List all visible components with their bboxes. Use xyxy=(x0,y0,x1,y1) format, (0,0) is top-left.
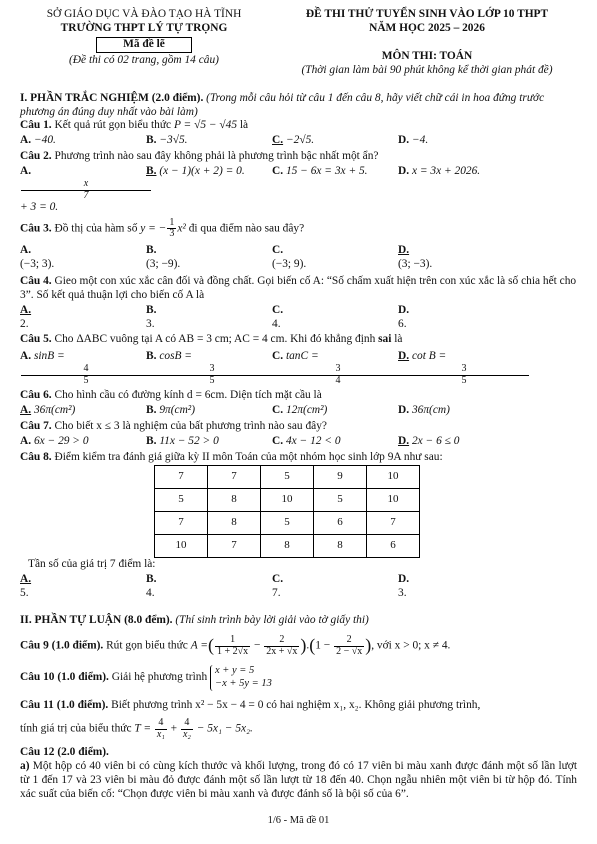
q6-option-c xyxy=(272,404,398,418)
letter: B. xyxy=(146,404,157,417)
q8-text: Điểm kiểm tra đánh giá giữa kỳ II môn Toán của một nhóm học sinh lớp 9A như sau: xyxy=(51,450,443,463)
table-cell: 7 xyxy=(155,511,208,534)
q7-option-d xyxy=(398,435,524,449)
q6-d: 36π(cm) xyxy=(411,404,450,417)
question-10 xyxy=(20,665,577,690)
table-cell: 10 xyxy=(261,488,314,511)
pages-note: (Đề thi có 02 trang, gồm 14 câu) xyxy=(69,53,219,66)
header xyxy=(20,8,577,78)
q1-option-d xyxy=(398,134,524,148)
q1-expr: P = √5 − √45 xyxy=(173,119,238,132)
table-cell: 8 xyxy=(208,488,261,511)
table-row xyxy=(155,511,420,534)
fraction xyxy=(21,364,147,386)
page-footer: 1/6 - Mã đề 01 xyxy=(267,815,330,826)
q10-text: Giải hệ phương trình xyxy=(108,671,210,684)
letter: C. xyxy=(272,350,284,363)
q3-option-c xyxy=(272,244,398,272)
letter: C. xyxy=(272,434,284,447)
department: SỞ GIÁO DỤC VÀ ĐÀO TẠO HÀ TĨNH xyxy=(46,8,242,20)
q8-options xyxy=(20,573,577,601)
q5-a: sinB = xyxy=(33,350,65,363)
letter: D. xyxy=(398,572,410,585)
question-8 xyxy=(20,451,577,465)
q2-b: (x − 1)(x + 2) = 0. xyxy=(159,165,245,178)
header-left xyxy=(20,8,268,78)
question-7 xyxy=(20,420,577,434)
table-cell: 5 xyxy=(261,511,314,534)
exam-title: ĐỀ THI THỬ TUYỂN SINH VÀO LỚP 10 THPT xyxy=(305,8,549,20)
q11-T: T = xyxy=(134,723,152,736)
exam-code-box: Mã đề lẽ xyxy=(96,37,192,53)
q7-a: 6x − 29 > 0 xyxy=(33,434,89,447)
q3-a: (−3; 3). xyxy=(20,257,55,270)
num: 4 xyxy=(21,364,151,376)
num: 4 xyxy=(181,718,193,730)
q3-b: (3; −9). xyxy=(146,257,181,270)
part1-title: I. PHẦN TRẮC NGHIỆM (2.0 điểm). xyxy=(20,91,204,104)
q8-option-d xyxy=(398,573,524,601)
q4-option-d xyxy=(398,304,524,332)
q2-a: + 3 = 0. xyxy=(20,201,59,214)
q5-option-d xyxy=(398,350,524,386)
q8-a: 5. xyxy=(20,586,29,599)
num: 1 xyxy=(169,216,175,228)
q11-plus: + xyxy=(167,723,180,736)
letter: B. xyxy=(146,434,157,447)
fraction xyxy=(334,635,364,657)
den: 1 + 2√x xyxy=(217,645,249,657)
letter: D. xyxy=(398,134,410,147)
question-11-line2 xyxy=(20,718,577,740)
q12-label: Câu 12 (2.0 điểm). xyxy=(20,746,109,759)
table-cell: 6 xyxy=(314,511,367,534)
table-cell: 7 xyxy=(208,534,261,557)
q1-option-c xyxy=(272,134,398,148)
q11-tail: − 5x₁ − 5x₂. xyxy=(193,723,253,736)
eq2: −x + 5y = 13 xyxy=(215,677,272,689)
fraction xyxy=(21,179,147,201)
den: 5 xyxy=(83,374,89,386)
table-row xyxy=(155,488,420,511)
den: 7 xyxy=(83,189,89,201)
q4-a: 2. xyxy=(20,317,29,330)
q4-option-a xyxy=(20,304,146,332)
q2-label: Câu 2. xyxy=(20,150,52,163)
q6-c: 12π(cm²) xyxy=(285,404,328,417)
q5-bold: sai xyxy=(378,333,392,346)
q3-x2: x² xyxy=(177,222,186,235)
q6-option-b xyxy=(146,404,272,418)
q1-c: −2√5. xyxy=(285,134,315,147)
q1-options xyxy=(20,134,577,148)
num: 2 xyxy=(264,635,299,647)
num: x xyxy=(21,179,151,191)
q9-A: A = xyxy=(190,639,208,652)
table-cell: 7 xyxy=(208,465,261,488)
question-9: Câu 9 (1.0 điểm). Rút gọn biểu thức A =( $\frac{1}{1 + 2√x}$ − $\frac{2}{2x + √x}$ ).(1 − $\frac{2}{2 - √x}$ ), với x > 0; x ≠ 4. xyxy=(20,634,451,657)
q8-after: Tần số của giá trị 7 điểm là: xyxy=(28,557,156,570)
q5-tail: là xyxy=(391,333,403,346)
q6-a: 36π(cm²) xyxy=(33,404,76,417)
table-cell: 5 xyxy=(314,488,367,511)
q7-text: Cho biết x ≤ 3 là nghiệm của bất phương trình nào sau đây? xyxy=(51,420,327,433)
q7-b: 11x − 52 > 0 xyxy=(159,434,219,447)
q9-one-minus: 1 − xyxy=(315,639,331,652)
q11-label: Câu 11 (1.0 điểm). xyxy=(20,698,109,711)
table-cell: 8 xyxy=(314,534,367,557)
num: 3 xyxy=(399,364,529,376)
q7-d: 2x − 6 ≤ 0 xyxy=(411,434,460,447)
q8-b: 4. xyxy=(146,586,155,599)
q7-options xyxy=(20,435,577,449)
q5-c: tanC = xyxy=(285,350,319,363)
subject-title: MÔN THI: TOÁN xyxy=(381,49,473,62)
letter: D. xyxy=(398,303,410,316)
fraction xyxy=(264,635,299,657)
q1-b: −3√5. xyxy=(159,134,188,147)
q12-part-a xyxy=(20,760,577,802)
letter: C. xyxy=(272,165,284,178)
q3-options xyxy=(20,244,577,272)
q7-c: 4x − 12 < 0 xyxy=(285,434,341,447)
q11-text2: tính giá trị của biểu thức xyxy=(20,723,135,736)
letter: C. xyxy=(272,404,284,417)
q1-text: Kết quả rút gọn biểu thức xyxy=(51,119,174,132)
num: 3 xyxy=(273,364,403,376)
table-cell: 6 xyxy=(367,534,420,557)
q3-option-a xyxy=(20,244,146,272)
q7-label: Câu 7. xyxy=(20,420,52,433)
letter: B. xyxy=(146,134,157,147)
letter: D. xyxy=(398,165,410,178)
q3-tail: đi qua điểm nào sau đây? xyxy=(185,222,305,235)
school-name: TRƯỜNG THPT LÝ TỰ TRỌNG xyxy=(60,21,228,34)
table-cell: 5 xyxy=(261,465,314,488)
table-cell: 10 xyxy=(367,488,420,511)
table-row xyxy=(155,534,420,557)
school-year: NĂM HỌC 2025 – 2026 xyxy=(369,21,485,34)
table-cell: 7 xyxy=(367,511,420,534)
q2-options xyxy=(20,165,577,215)
table-cell: 9 xyxy=(314,465,367,488)
q10-label: Câu 10 (1.0 điểm). xyxy=(20,671,109,684)
q1-option-a xyxy=(20,134,146,148)
fraction xyxy=(155,718,167,740)
den: 3 xyxy=(169,228,175,240)
letter: A. xyxy=(20,303,32,316)
q3-option-b xyxy=(146,244,272,272)
fraction xyxy=(215,635,250,657)
q8-c: 7. xyxy=(272,586,281,599)
q3-label: Câu 3. xyxy=(20,222,52,235)
q2-text: Phương trình nào sau đây không phải là phương trình bậc nhất một ẩn? xyxy=(51,150,379,163)
q9-cond: , với x > 0; x ≠ 4. xyxy=(371,639,451,652)
part2-heading xyxy=(20,614,577,628)
part1-instructions: (Trong mỗi câu hỏi từ câu 1 đến câu 8, hãy viết chữ cái in hoa đứng trước phương án đúng duy nhất vào bài làm) xyxy=(20,91,545,118)
letter: A. xyxy=(20,434,32,447)
part1-heading xyxy=(20,92,577,120)
letter: A. xyxy=(20,350,32,363)
letter: D. xyxy=(398,350,410,363)
num: 1 xyxy=(215,635,250,647)
letter: A. xyxy=(20,572,32,585)
q5-option-b xyxy=(146,350,272,386)
question-4 xyxy=(20,275,577,303)
letter: A. xyxy=(20,165,32,178)
q5-d: cot B = xyxy=(411,350,447,363)
num: 4 xyxy=(155,718,167,730)
table-cell: 10 xyxy=(367,465,420,488)
q4-d: 6. xyxy=(398,317,407,330)
part2-title: II. PHẦN TỰ LUẬN (8.0 đểm). xyxy=(20,614,173,627)
q4-c: 4. xyxy=(272,317,281,330)
num: 2 xyxy=(334,635,364,647)
q8-option-c xyxy=(272,573,398,601)
num: 3 xyxy=(147,364,277,376)
time-note: (Thời gian làm bài 90 phút không kể thời gian phát đề) xyxy=(301,63,553,76)
q6-options xyxy=(20,404,577,418)
q12-a-text: Một hộp có 40 viên bi có cùng kích thước và khối lượng, trong đó có 17 viên bi màu xanh được đánh một số lần lượt từ 1 đến 17 và 23 viên bi màu đỏ được đánh một số lần lượt từ 18 đến 40. Chọn ngẫu nhiên một viên bi từ hộp đó. Tính xác suất của biến cố: “Chọn được viên bi màu xanh và được đánh số là bội số của 6”. xyxy=(20,760,577,801)
fraction xyxy=(399,364,525,386)
letter: A. xyxy=(20,134,32,147)
table-cell: 8 xyxy=(261,534,314,557)
letter: A. xyxy=(20,243,32,256)
fraction xyxy=(147,364,273,386)
q8-option-b xyxy=(146,573,272,601)
q8-d: 3. xyxy=(398,586,407,599)
q9-label: Câu 9 (1.0 điểm). xyxy=(20,639,104,652)
q5-b: cosB = xyxy=(159,350,192,363)
eq1: x + y = 5 xyxy=(215,665,255,677)
q4-options xyxy=(20,304,577,332)
letter: D. xyxy=(398,243,410,256)
part2-instructions: (Thí sinh trình bày lời giải vào tờ giấy thi) xyxy=(172,614,369,627)
question-3 xyxy=(20,218,577,240)
letter: B. xyxy=(146,243,157,256)
q1-option-b xyxy=(146,134,272,148)
letter: B. xyxy=(146,572,157,585)
fraction xyxy=(181,718,193,740)
q8-label: Câu 8. xyxy=(20,450,52,463)
letter: B. xyxy=(146,350,157,363)
q1-d: −4. xyxy=(411,134,429,147)
score-table xyxy=(154,465,420,558)
table-cell: 5 xyxy=(155,488,208,511)
q4-text: Gieo một con xúc xắc cân đối và đồng chất. Gọi biến cố A: “Số chấm xuất hiện trên con xúc xắc là số chia hết cho 3”. Số kết quả thuận lợi cho biến cố A là xyxy=(20,274,577,301)
q3-option-d xyxy=(398,244,524,272)
table-cell: 10 xyxy=(155,534,208,557)
letter: A. xyxy=(20,404,32,417)
q2-option-d xyxy=(398,165,524,215)
q4-option-c xyxy=(272,304,398,332)
table-row xyxy=(155,465,420,488)
q11-text: Biết phương trình x² − 5x − 4 = 0 có hai nghiệm x₁, x₂. Không giải phương trình, xyxy=(108,698,481,711)
q9-text: Rút gọn biểu thức xyxy=(103,639,191,652)
fraction xyxy=(167,218,176,240)
letter: D. xyxy=(398,434,410,447)
den: x₂ xyxy=(182,728,191,740)
question-5 xyxy=(20,333,577,347)
q5-option-a xyxy=(20,350,146,386)
q3-text: Đồ thị của hàm số xyxy=(51,222,141,235)
question-6 xyxy=(20,389,577,403)
question-11 xyxy=(20,699,577,713)
q5-option-c xyxy=(272,350,398,386)
q3-c: (−3; 9). xyxy=(272,257,307,270)
den: 2 − √x xyxy=(336,645,363,657)
q12-a-label: a) xyxy=(20,760,30,773)
fraction xyxy=(273,364,399,386)
den: 4 xyxy=(335,374,341,386)
table-cell: 7 xyxy=(155,465,208,488)
table-cell: 8 xyxy=(208,511,261,534)
q2-d: x = 3x + 2026. xyxy=(411,165,481,178)
equation-system xyxy=(210,665,272,690)
q4-label: Câu 4. xyxy=(20,274,52,287)
q7-option-b xyxy=(146,435,272,449)
letter: B. xyxy=(146,165,157,178)
q1-a: −40. xyxy=(33,134,56,147)
q7-option-a xyxy=(20,435,146,449)
q1-label: Câu 1. xyxy=(20,119,52,132)
q1-tail: là xyxy=(237,119,249,132)
q5-text: Cho ΔABC vuông tại A có AB = 3 cm; AC = 4 cm. Khi đó khẳng định xyxy=(51,333,379,346)
q2-option-c xyxy=(272,165,398,215)
letter: C. xyxy=(272,303,284,316)
q4-b: 3. xyxy=(146,317,155,330)
header-right xyxy=(277,8,577,78)
q3-d: (3; −3). xyxy=(398,257,433,270)
letter: D. xyxy=(398,404,410,417)
den: x₁ xyxy=(156,728,165,740)
q2-option-a xyxy=(20,165,146,215)
q6-b: 9π(cm²) xyxy=(159,404,195,417)
q6-text: Cho hình cầu có đường kính d = 6cm. Diện tích mặt cầu là xyxy=(51,389,322,402)
q8-option-a xyxy=(20,573,146,601)
letter: B. xyxy=(146,303,157,316)
q5-label: Câu 5. xyxy=(20,333,52,346)
q6-option-d xyxy=(398,404,524,418)
q6-label: Câu 6. xyxy=(20,389,52,402)
q6-option-a xyxy=(20,404,146,418)
den: 5 xyxy=(209,374,215,386)
den: 2x + √x xyxy=(266,645,298,657)
question-1 xyxy=(20,119,577,133)
q3-y: y = − xyxy=(140,222,167,235)
q7-option-c xyxy=(272,435,398,449)
q2-c: 15 − 6x = 3x + 5. xyxy=(285,165,368,178)
question-2 xyxy=(20,150,577,164)
letter: C. xyxy=(272,243,284,256)
q5-options xyxy=(20,350,577,386)
den: 5 xyxy=(461,374,467,386)
q2-option-b xyxy=(146,165,272,215)
letter: C. xyxy=(272,572,284,585)
q4-option-b xyxy=(146,304,272,332)
letter: C. xyxy=(272,134,284,147)
